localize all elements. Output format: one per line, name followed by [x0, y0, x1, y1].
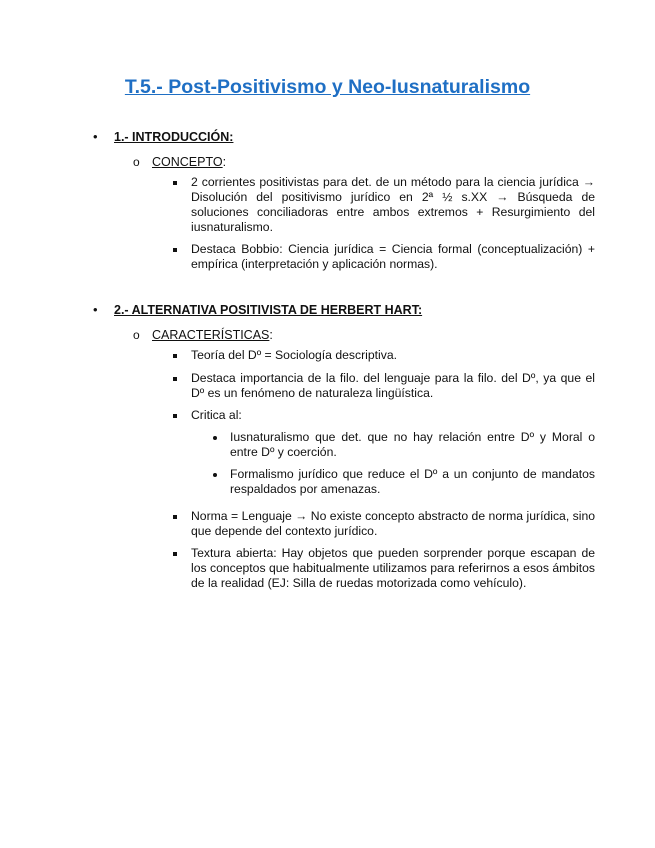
bullet-circle-icon: o: [133, 328, 140, 342]
list-item: Formalismo jurídico que reduce el Dº a un conjunto de mandatos respaldados por amenazas.: [230, 467, 595, 496]
list-item: Norma = Lenguaje → No existe concepto abstracto de norma jurídica, sino que depende del contexto jurídico.: [191, 509, 595, 538]
bullet-square-icon: [173, 248, 177, 252]
list-item: 2 corrientes positivistas para det. de un método para la ciencia jurídica → Disolución del positivismo jurídico en 2ª ½ s.XX → Búsqueda de soluciones conciliadoras entre ambos extremos + Resurgimiento del iusnaturalismo.: [191, 175, 595, 234]
subheading-caracteristicas: CARACTERÍSTICAS:: [152, 328, 273, 342]
bullet-square-icon: [173, 552, 177, 556]
bullet-dot-icon: •: [93, 129, 98, 144]
bullet-square-icon: [173, 414, 177, 418]
list-item: Destaca importancia de la filo. del lenguaje para la filo. del Dº, ya que el Dº es un fenómeno de naturaleza lingüística.: [191, 371, 595, 400]
page-title: T.5.- Post-Positivismo y Neo-Iusnaturalismo: [124, 76, 531, 98]
subheading-concepto: CONCEPTO:: [152, 155, 227, 169]
bullet-square-icon: [173, 515, 177, 519]
bullet-dot-icon: [213, 473, 217, 477]
list-item: Textura abierta: Hay objetos que pueden sorprender porque escapan de los conceptos que habitualmente utilizamos para referirnos a esos ámbitos de la realidad (EJ: Silla de ruedas motorizada como vehículo).: [191, 546, 595, 590]
section-heading-introduccion: 1.- INTRODUCCIÓN:: [114, 130, 234, 144]
bullet-dot-icon: [213, 436, 217, 440]
list-item: Critica al:: [191, 408, 242, 422]
list-item: Teoría del Dº = Sociología descriptiva.: [191, 348, 397, 362]
bullet-dot-icon: •: [93, 302, 98, 317]
bullet-square-icon: [173, 354, 177, 358]
bullet-square-icon: [173, 181, 177, 185]
list-item: Iusnaturalismo que det. que no hay relación entre Dº y Moral o entre Dº y coerción.: [230, 430, 595, 459]
section-heading-hart: 2.- ALTERNATIVA POSITIVISTA DE HERBERT HART:: [114, 303, 423, 317]
bullet-circle-icon: o: [133, 155, 140, 169]
bullet-square-icon: [173, 377, 177, 381]
list-item: Destaca Bobbio: Ciencia jurídica = Ciencia formal (conceptualización) + empírica (interpretación y aplicación normas).: [191, 242, 595, 271]
